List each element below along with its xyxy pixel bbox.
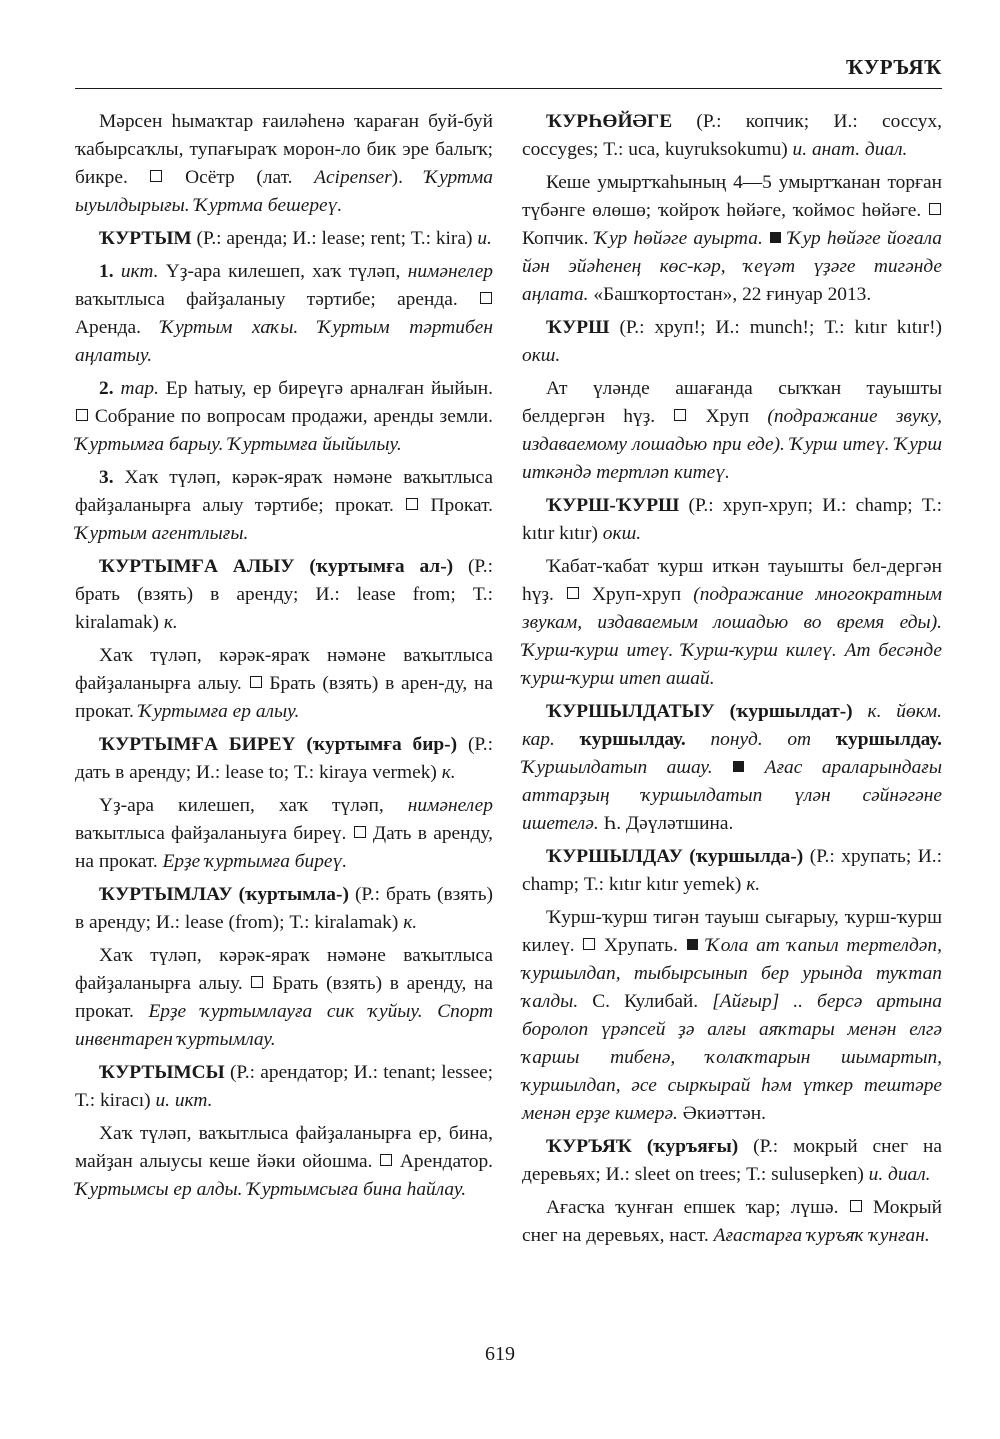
quotation-marker-icon xyxy=(770,232,781,243)
sense: 2. тар. Ер һатыу, ер биреүгә арналған йыйын. Собрание по вопросам продажи, аренды земли. Ҡуртымға барыу. Ҡуртымға йыйылыу. xyxy=(75,378,493,455)
russian-marker-icon xyxy=(250,676,262,688)
headword: ҠУРТЫМ xyxy=(99,228,192,249)
right-column xyxy=(522,108,942,1255)
dictionary-entry: ҠУРТЫМ (Р.: аренда; И.: lease; rent; Т.: kira) и. xyxy=(99,228,492,249)
russian-marker-icon xyxy=(76,409,88,421)
russian-marker-icon xyxy=(354,826,366,838)
headword: ҠУРТЫМЛАУ (ҡуртымла-) xyxy=(99,884,349,905)
sense: 3. Хаҡ түләп, кәрәк-яраҡ нәмәне ваҡытлыса файҙаланырға алыу тәртибе; прокат. Прокат. Ҡуртым агентлығы. xyxy=(75,467,493,544)
definition: Кеше умыртҡаһының 4—5 умыртҡанан торған түбәнге өлөшө; ҡойроҡ һөйәге, ҡоймос һөйәге. Копчик. Ҡур һөйәге ауырта. Ҡур һөйәге йоғала йән эйәһенең көс-кәр, ҡеүәт үҙәге тигәнде аңлата. «Башҡортостан», 22 ғинуар 2013. xyxy=(522,172,942,305)
dictionary-entry: ҠУРТЫМСЫ (Р.: арендатор; И.: tenant; lessee; Т.: kiracı) и. икт. xyxy=(75,1062,493,1111)
definition: Ҡабат-ҡабат ҡурш иткән тауышты бел-дергән һүҙ. Хруп-хруп (подражание многократным звукам, издаваемым лошадью во время еды). Ҡурш-ҡурш итеү. Ҡурш-ҡурш килеү. Ат бесәнде ҡурш-ҡурш итеп ашай. xyxy=(522,556,942,689)
russian-marker-icon xyxy=(929,203,941,215)
definition: Хаҡ түләп, ваҡытлыса файҙаланырға ер, бина, майҙан алыусы кеше йәки ойошма. Арендатор. Ҡуртымсы ер алды. Ҡуртымсыға бина һайлау. xyxy=(75,1123,494,1200)
russian-marker-icon xyxy=(480,292,492,304)
headword: ҠУРШЫЛДАУ (ҡуршылда-) xyxy=(546,846,804,867)
russian-marker-icon xyxy=(251,976,263,988)
russian-marker-icon xyxy=(850,1200,862,1212)
header-rule xyxy=(75,88,942,89)
headword: ҠУРҺӨЙӘГЕ xyxy=(546,111,673,132)
dictionary-entry: ҠУРШ-ҠУРШ (Р.: хруп-хруп; И.: champ; Т.: kıtır kıtır) окш. xyxy=(522,495,942,544)
russian-marker-icon xyxy=(674,409,686,421)
sense: 1. икт. Үҙ-ара килешеп, хаҡ түләп, нимәнелер ваҡытлыса файҙаланыу тәртибе; аренда. Аренда. Ҡуртым хаҡы. Ҡуртым тәртибен аңлатыу. xyxy=(75,261,493,366)
dictionary-entry: ҠУРТЫМҒА АЛЫУ (ҡуртымға ал-) (Р.: брать (взять) в аренду; И.: lease from; Т.: kiralamak) к. xyxy=(75,556,493,633)
dictionary-entry: ҠУРШЫЛДАТЫУ (ҡуршылдат-) к. йөкм. кар. ҡуршылдау. понуд. от ҡуршылдау. Ҡуршылдатып ашау. Ағас араларындағы аттарҙың ҡуршылдатып үлән сәйнәгәне ишетелә. Һ. Дәүләтшина. xyxy=(522,701,942,834)
russian-marker-icon xyxy=(406,498,418,510)
quotation-marker-icon xyxy=(733,761,744,772)
russian-marker-icon xyxy=(380,1154,392,1166)
page-number: 619 xyxy=(485,1343,515,1365)
definition: Ҡурш-ҡурш тигән тауыш сығарыу, ҡурш-ҡурш килеү. Хрупать. Ҡола ат ҡапыл тертелдәп, ҡуршылдап, тыбырсынып бер урында туҡтап ҡалды. С. Кулибай. [Айғыр] .. берсә артына боролоп үрәпсей ҙә алғы аяҡтары менән елгә ҡаршы тибенә, ҡолаҡтарын шымартып, ҡуршылдап, әсе сыркырай һәм үткер тештәре менән ерҙе кимерә. Әкиәттән. xyxy=(522,907,942,1124)
headword: ҠУРТЫМҒА БИРЕҮ (ҡуртымға бир-) xyxy=(99,734,458,755)
dictionary-entry: ҠУРШЫЛДАУ (ҡуршылда-) (Р.: хрупать; И.: champ; Т.: kıtır kıtır yemek) к. xyxy=(522,846,942,895)
running-title: ҠУРЪЯҠ xyxy=(845,55,942,79)
entry-continuation: Мәрсен һымаҡтар ғаиләһенә ҡараған буй-буй ҡабырсаҡлы, тупағыраҡ морон-ло бик эре балыҡ; бикре. Осётр (лат. Acipenser). Ҡуртма ыуылдырығы. Ҡуртма бешереү. xyxy=(75,111,494,216)
definition: Хаҡ түләп, кәрәк-яраҡ нәмәне ваҡытлыса файҙаланырға алыу. Брать (взять) в арен-ду, на прокат. Ҡуртымға ер алыу. xyxy=(75,645,493,722)
left-column xyxy=(75,108,493,1209)
dictionary-entry: ҠУРЪЯҠ (ҡуръяғы) (Р.: мокрый снег на деревьях; И.: sleet on trees; Т.: sulusepken) и. диал. xyxy=(522,1136,942,1185)
dictionary-entry: ҠУРТЫМҒА БИРЕҮ (ҡуртымға бир-) (Р.: дать в аренду; И.: lease to; Т.: kiraya vermek) к. xyxy=(75,734,493,783)
quotation-marker-icon xyxy=(687,939,698,950)
definition: Ағасҡа ҡунған епшек ҡар; лүшә. Мокрый снег на деревьях, наст. Ағастарға ҡуръяҡ ҡунған. xyxy=(522,1197,942,1246)
headword: ҠУРШ-ҠУРШ xyxy=(546,495,680,516)
headword: ҠУРШ xyxy=(546,317,610,338)
headword: ҠУРШЫЛДАТЫУ (ҡуршылдат-) xyxy=(546,701,853,722)
russian-marker-icon xyxy=(583,938,595,950)
headword: ҠУРТЫМҒА АЛЫУ (ҡуртымға ал-) xyxy=(99,556,454,577)
dictionary-entry: ҠУРШ (Р.: хруп!; И.: munch!; Т.: kıtır kıtır!) окш. xyxy=(522,317,942,366)
russian-marker-icon xyxy=(567,587,579,599)
dictionary-entry: ҠУРҺӨЙӘГЕ (Р.: копчик; И.: соссух, coccyges; Т.: uca, kuyruksokumu) и. анат. диал. xyxy=(522,111,942,160)
russian-marker-icon xyxy=(150,170,162,182)
definition: Үҙ-ара килешеп, хаҡ түләп, нимәнелер ваҡытлыса файҙаланыуға биреү. Дать в аренду, на прокат. Ерҙе ҡуртымға биреү. xyxy=(75,795,493,872)
definition: Хаҡ түләп, кәрәк-яраҡ нәмәне ваҡытлыса файҙаланырға алыу. Брать (взять) в аренду, на прокат. Ерҙе ҡуртымлауға сик ҡуйыу. Спорт инвентарен ҡуртымлау. xyxy=(75,945,494,1050)
headword: ҠУРТЫМСЫ xyxy=(99,1062,225,1083)
dictionary-entry: ҠУРТЫМЛАУ (ҡуртымла-) (Р.: брать (взять) в аренду; И.: lease (from); Т.: kiralamak) к. xyxy=(75,884,493,933)
headword: ҠУРЪЯҠ (ҡуръяғы) xyxy=(546,1136,739,1157)
definition: Ат үләнде ашағанда сыҡҡан тауышты белдергән һүҙ. Хруп (подражание звуку, издаваемому лошадью при еде). Ҡурш итеү. Ҡурш иткәндә тертләп китеү. xyxy=(522,378,942,483)
